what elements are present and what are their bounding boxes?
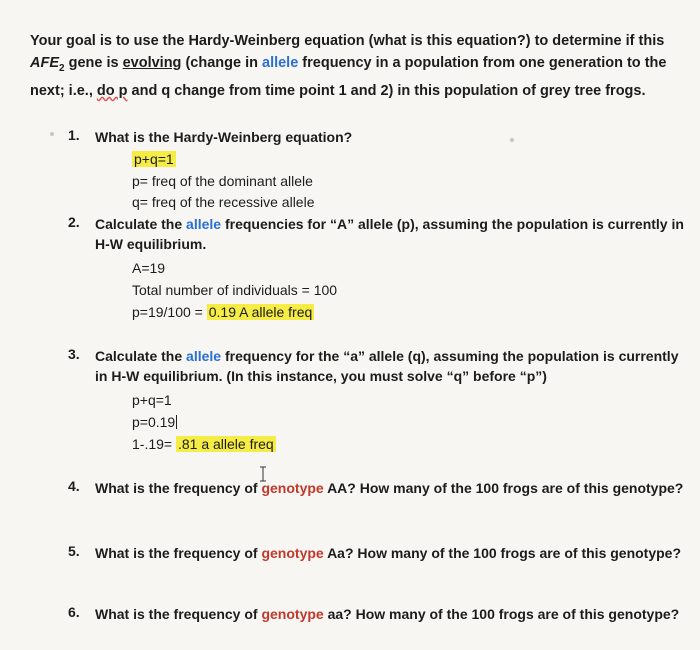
question-text: aa? How many of the 100 frogs are of this genotype? <box>323 606 680 622</box>
question-6-text <box>95 604 685 624</box>
question-text: What is the frequency of <box>95 480 262 496</box>
allele-word: allele <box>262 55 299 71</box>
text-cursor <box>176 415 177 429</box>
intro-text: frequency in a population from one generation to the next; i.e., <box>30 55 667 99</box>
question-5-number: 5. <box>68 543 80 559</box>
question-text: Aa? How many of the 100 frogs are of this genotype? <box>323 545 682 561</box>
question-4-number: 4. <box>68 478 80 494</box>
question-text: What is the frequency of <box>95 545 262 561</box>
intro-text: Your goal is to use the Hardy-Weinberg equation <box>30 33 369 49</box>
answer-text: p=0.19 <box>132 414 176 430</box>
answer-3-line-1: p+q=1 <box>132 392 172 408</box>
genotype-word: genotype <box>261 480 324 496</box>
question-1-number: 1. <box>68 127 80 143</box>
question-3-text <box>95 346 685 386</box>
genotype-word: genotype <box>261 545 324 561</box>
gene-subscript: 2 <box>59 62 65 74</box>
answer-2-line-2: Total number of individuals = 100 <box>132 282 338 298</box>
intro-text: and q change from time point 1 and 2) in this population of grey tree frogs. <box>127 82 646 99</box>
question-5-text <box>95 543 685 563</box>
intro-paragraph <box>30 30 690 102</box>
answer-text: 1-.19= <box>132 436 176 452</box>
intro-question: (what is this equation?) <box>368 33 531 49</box>
question-text: frequencies for “A” allele (p), assuming the population is currently in H-W equilibrium. <box>95 216 684 252</box>
question-text: Calculate the <box>95 348 187 364</box>
bullet-dot <box>50 132 54 136</box>
evolving-word: evolving <box>122 55 182 71</box>
question-3-number: 3. <box>68 346 80 362</box>
answer-highlight: 0.19 A allele freq <box>208 304 313 320</box>
answer-3-line-3 <box>132 434 276 454</box>
answer-1-line-3: q= freq of the recessive allele <box>132 194 315 210</box>
question-4-text <box>95 478 685 498</box>
gene-name: AFE <box>30 55 59 71</box>
question-text: What is the frequency of <box>95 606 262 622</box>
answer-2-line-1: A=19 <box>132 260 166 276</box>
allele-word: allele <box>186 216 222 232</box>
ibeam-cursor-icon <box>259 466 267 482</box>
question-text: frequency for the “a” allele (q), assuming the population is currently in H-W equilibrium. (In this instance, you must solve “q” before “p”) <box>95 348 679 384</box>
question-2-number: 2. <box>68 214 80 230</box>
question-1-text: What is the Hardy-Weinberg equation? <box>95 129 353 145</box>
question-text: Calculate the <box>95 216 187 232</box>
answer-3-line-2 <box>132 412 177 432</box>
dop-word: do p <box>96 82 128 99</box>
answer-1-line-1 <box>132 149 176 169</box>
question-text: AA? How many of the 100 frogs are of this genotype? <box>323 480 684 496</box>
intro-text: gene is <box>64 55 123 71</box>
answer-highlight: .81 a allele freq <box>177 436 274 452</box>
genotype-word: genotype <box>261 606 324 622</box>
question-2-text <box>95 214 685 254</box>
answer-text: p=19/100 = <box>132 304 207 320</box>
answer-highlight: p+q=1 <box>134 151 174 167</box>
question-6-number: 6. <box>68 604 80 620</box>
answer-1-line-2: p= freq of the dominant allele <box>132 173 313 189</box>
intro-text: (change in <box>181 55 262 71</box>
allele-word: allele <box>186 348 222 364</box>
answer-2-line-3 <box>132 302 314 322</box>
intro-text: to determine if this <box>530 33 665 49</box>
